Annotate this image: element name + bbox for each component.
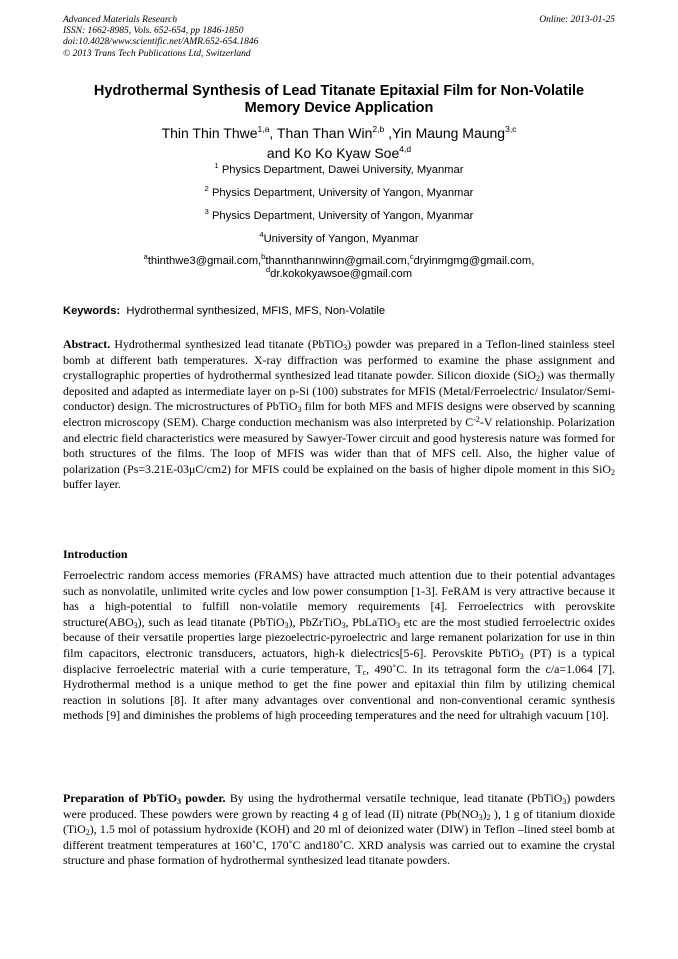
author-separator: , [269,125,277,141]
keywords [63,304,615,318]
subscript: 3 [297,405,302,415]
abstract-label: Abstract. [63,337,111,351]
paper-title [40,83,638,117]
title-line-2: Memory Device Application [244,100,434,116]
author-2: Than Than Win [276,125,373,141]
author-3-affil: 3,c [505,124,517,134]
affiliation-4 [40,230,638,256]
author-separator: , [384,125,392,141]
subscript: 3 [519,651,524,661]
authors-line-1 [40,123,638,143]
intro-text: , PbLaTiO [345,614,397,629]
abstract-text: buffer layer. [63,477,121,492]
keywords-label: Keywords: [63,305,121,317]
email-label: d [265,265,271,274]
intro-text: ), such as lead titanate (PbTiO [137,614,285,629]
email-a[interactable]: thinthwe3@gmail.com, [147,255,262,267]
author-list [40,123,638,163]
affiliation-number: 1 [214,161,219,170]
section-heading-introduction: Introduction [63,547,128,561]
superscript: -2 [473,414,480,424]
title-line-1: Hydrothermal Synthesis of Lead Titanate Epitaxial Film for Non-Volatile [93,83,585,99]
doi-line[interactable]: doi:10.4028/www.scientific.net/AMR.652-654.1846 [63,37,259,48]
affiliation-number: 4 [259,230,264,239]
emails-line-1 [40,252,638,268]
author-2-affil: 2,b [372,124,385,134]
affiliation-text: Physics Department, University of Yangon, Myanmar [211,210,474,222]
subscript: 3 [396,620,401,630]
subscript: 3 [562,797,567,806]
intro-text: , 490˚C. In its tetragonal form the c/a=1.064 [7]. Hydrothermal method is a unique method to get the fine power and epitaxial thin film by utilizing chemical reaction in solutions [8]. It after many advantages over conventional and non-conventional ceramic synthesis methods [9] and diminishes the problems of high proceeding temperatures and the need for ultrahigh vacuum [10]. [63,661,616,723]
affiliation-text: Physics Department, University of Yangon, Myanmar [211,187,474,199]
subscript: 3 [343,343,348,352]
abstract-text: Hydrothermal synthesized lead titanate (PbTiO [114,337,344,351]
copyright-line: © 2013 Trans Tech Publications Ltd, Switzerland [63,48,251,59]
abstract-text: film for both MFS and MFIS designs were observed by scanning electron microscopy (SEM). Charge conduction mechanism was also interpreted by C [63,399,615,429]
authors-line-2 [40,143,638,163]
abstract-text: ) was thermally deposited and adapted as intermediate layer on p-Si (100) substrates for MFIS (Metal/Ferroelectric/ Insulator/Semi-conductor) design. The microstructures of PbTiO [63,368,615,414]
subscript: 3 [341,620,346,630]
online-date: Online: 2013-01-25 [539,15,615,25]
journal-name: Advanced Materials Research [63,15,178,25]
preparation-heading [63,791,226,805]
email-label: c [409,252,414,261]
subscript: 2 [611,467,615,477]
author-1-affil: 1,a [257,124,270,134]
email-label: b [261,252,266,261]
preparation-paragraph [63,791,615,869]
abstract-text: -V relationship. Polarization and electric field characteristics were measured by Sawyer-Tower circuit and good hysteresis nature was formed for both structures of the films. The loop of MFIS was wider than that of MFS cell. Also, the higher value of polarization (Ps=3.21E-03μC/cm2) for MFIS could be explained on the basis of higher dipole moment in this SiO [63,414,615,476]
author-1: Thin Thin Thwe [161,125,258,141]
preparation-heading-text: Preparation of PbTiO [63,791,177,805]
subscript: 2 [536,374,541,384]
email-d[interactable]: dr.kokokyawsoe@gmail.com [270,268,413,280]
affiliation-text: Physics Department, Dawei University, Myanmar [221,164,464,176]
keywords-text: Hydrothermal synthesized, MFIS, MFS, Non-Volatile [126,305,386,317]
intro-text: (PT) is a typical displacive ferroelectric material with a curie temperature, T [63,645,615,676]
intro-text: Ferroelectric random access memories (FRAMS) have attracted much attention due to their potential advantages such as nonvolatile, unlimited write cycles and low power consumption [1-3]. FeRAM is very attractive because it has a high-potential to fulfill non-volatile memory requirements [4]. Ferroelectrics with perovskite structure(ABO [63,568,615,629]
journal-header [63,15,258,60]
prep-text: ) [482,806,487,821]
intro-text: ), PbZrTiO [288,614,342,629]
affiliation-text: University of Yangon, Myanmar [263,233,419,245]
prep-text: ), 1 g of titanium dioxide (TiO [63,806,615,837]
affiliations [40,161,638,256]
abstract-text: ) powder was prepared in a Teflon-lined stainless steel bomb at different bath temperatures. X-ray diffraction was performed to examine the phase assignment and crystallographic properties of hydrothermal synthesized lead titanate powder. Silicon dioxide (SiO [63,337,615,383]
email-b[interactable]: thannthannwinn@gmail.com, [265,255,410,267]
affiliation-2 [40,184,638,210]
subscript: c [362,667,367,677]
author-4-affil: 4,d [399,144,412,154]
subscript: 3 [176,797,181,806]
prep-text: ), 1.5 mol of potassium hydroxide (KOH) and 20 ml of deionized water (DIW) in Teflon –lined steel bomb at different treatment temperatures at 160˚C, 170˚C and180˚C. XRD analysis was carried out to examine the crystal structure and phase formation of hydrothermal synthesized lead titanate powders. [63,822,615,868]
author-emails [40,252,638,281]
subscript: 3 [478,812,483,822]
subscript: 2 [486,812,491,822]
affiliation-1 [40,161,638,187]
introduction-paragraph [63,568,615,724]
affiliation-3 [40,207,638,233]
intro-text: etc are the most studied ferroelectric oxides because of their versatile properties large piezoelectric-pyroelectric and large remanent polarization for use in thin film capacitors, electronic transducers, actuators, high-k dielectrics[5-6]. Perovskite PbTiO [63,614,616,660]
author-4: and Ko Ko Kyaw Soe [266,145,400,161]
prep-text: By using the hydrothermal versatile technique, lead titanate (PbTiO [225,791,563,805]
subscript: 2 [85,828,90,838]
email-label: a [143,252,148,261]
abstract [63,337,615,493]
subscript: 3 [133,620,138,630]
subscript: 3 [284,620,289,630]
issn-line: ISSN: 1662-8985, Vols. 652-654, pp 1846-1850 [63,26,244,37]
affiliation-number: 2 [204,184,209,193]
affiliation-number: 3 [204,207,209,216]
emails-line-2 [40,265,638,281]
email-c[interactable]: dryinmgmg@gmail.com, [413,255,535,267]
prep-text: ) powders were produced. These powders were grown by reacting 4 g of lead (II) nitrate (Pb(NO [63,791,615,821]
preparation-heading-text: powder. [180,791,226,805]
author-3: Yin Maung Maung [391,125,506,141]
